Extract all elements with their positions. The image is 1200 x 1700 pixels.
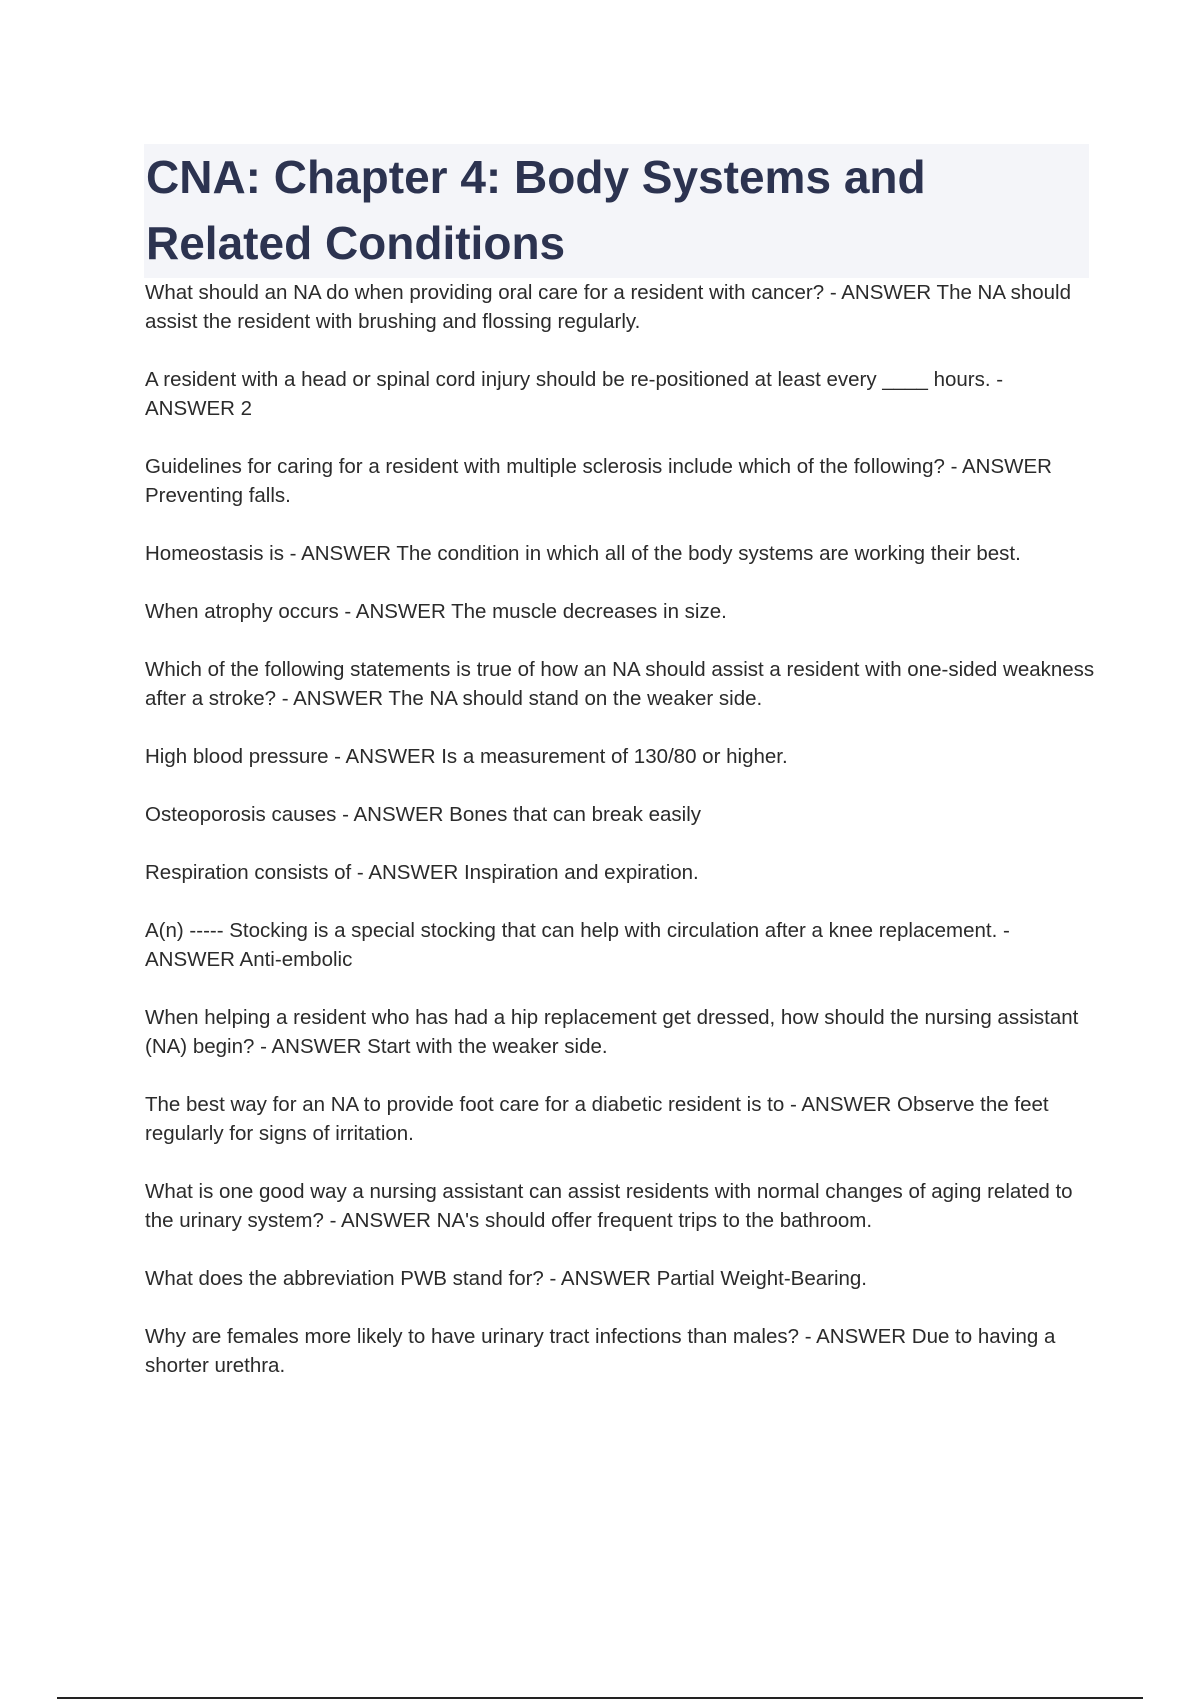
qa-item: Guidelines for caring for a resident with multiple sclerosis include which of the following? - ANSWER Preventing falls.: [145, 455, 1052, 507]
qa-item: Osteoporosis causes - ANSWER Bones that can break easily: [145, 803, 702, 826]
qa-item: Respiration consists of - ANSWER Inspiration and expiration.: [145, 861, 699, 884]
qa-item: What should an NA do when providing oral care for a resident with cancer? - ANSWER The NA should assist the resident with brushing and flossing regularly.: [145, 281, 1072, 333]
document-title: CNA: Chapter 4: Body Systems and Related Conditions: [146, 151, 926, 269]
qa-item: What does the abbreviation PWB stand for? - ANSWER Partial Weight-Bearing.: [145, 1267, 868, 1290]
qa-item: Which of the following statements is true of how an NA should assist a resident with one-sided weakness after a stroke? - ANSWER The NA should stand on the weaker side.: [145, 658, 1095, 710]
title-block: [144, 144, 1089, 278]
qa-item: A resident with a head or spinal cord injury should be re-positioned at least every ____ hours. - ANSWER 2: [145, 368, 1004, 420]
qa-item: A(n) ----- Stocking is a special stocking that can help with circulation after a knee replacement. - ANSWER Anti-embolic: [145, 919, 1010, 971]
qa-item: Why are females more likely to have urinary tract infections than males? - ANSWER Due to having a shorter urethra.: [145, 1325, 1056, 1377]
qa-item: High blood pressure - ANSWER Is a measurement of 130/80 or higher.: [145, 745, 788, 768]
qa-item: When helping a resident who has had a hip replacement get dressed, how should the nursing assistant (NA) begin? - ANSWER Start with the weaker side.: [145, 1006, 1079, 1058]
qa-item: The best way for an NA to provide foot care for a diabetic resident is to - ANSWER Observe the feet regularly for signs of irritation.: [145, 1093, 1049, 1145]
qa-item: Homeostasis is - ANSWER The condition in which all of the body systems are working their best.: [145, 542, 1021, 565]
qa-item: What is one good way a nursing assistant can assist residents with normal changes of aging related to the urinary system? - ANSWER NA's should offer frequent trips to the bathroom.: [145, 1180, 1073, 1232]
qa-list: [145, 278, 1095, 1409]
qa-item: When atrophy occurs - ANSWER The muscle decreases in size.: [145, 600, 727, 623]
footer-divider: [57, 1697, 1143, 1699]
